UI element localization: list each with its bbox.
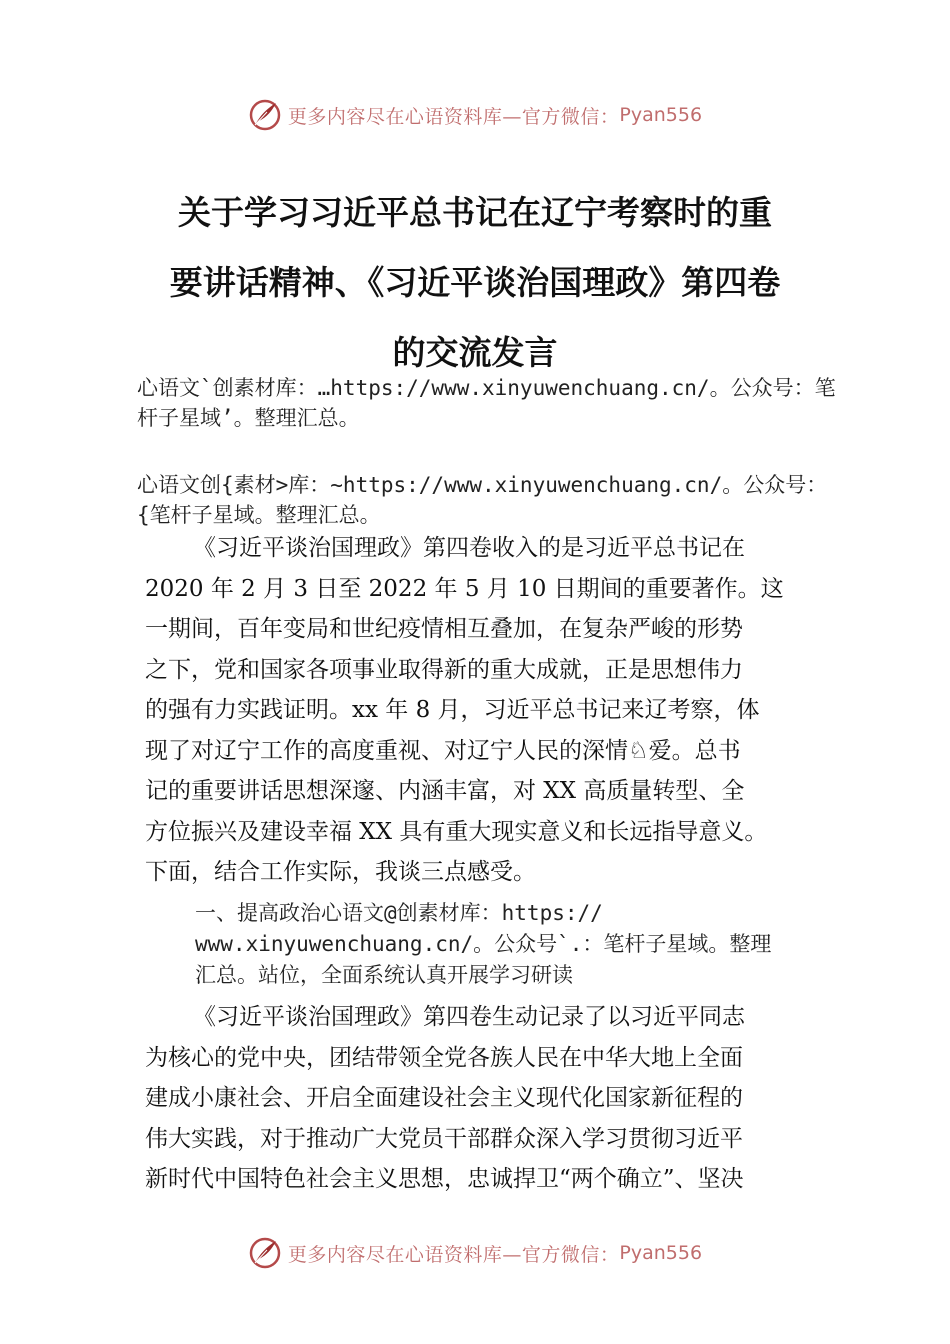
source-note: 心语文`创素材库：…https://www.xinyuwenchuang.cn/。公众号：笔杆子星域’。整理汇总。 [137,376,836,430]
text-line: 建成小康社会、开启全面建设社会主义现代化国家新征程的 [145,1085,743,1111]
text-line: 新时代中国特色社会主义思想，忠诚捍卫“两个确立”、坚决 [145,1166,744,1192]
wechat-id: Pyan556 [619,104,703,126]
text-line: 下面，结合工作实际，我谈三点感受。 [145,859,536,885]
title-line: 关于学习习近平总书记在辽宁考察时的重 [178,193,772,232]
heading-line: www.xinyuwenchuang.cn/。公众号`.：笔杆子星域。整理 [195,932,772,956]
section-heading [195,898,845,991]
text-line: 《习近平谈治国理政》第四卷收入的是习近平总书记在 [193,535,745,561]
text-line: 现了对辽宁工作的高度重视、对辽宁人民的深情♘爱。总书 [145,737,741,764]
text-line: 记的重要讲话思想深邃、内涵丰富，对 XX 高质量转型、全 [145,778,745,804]
text-line: 一期间，百年变局和世纪疫情相互叠加，在复杂严峻的形势 [145,616,743,642]
banner-text: 更多内容尽在心语资料库—官方微信： [287,105,620,128]
body-paragraph [145,528,820,893]
text-line: 伟大实践，对于推动广大党员干部群众深入学习贯彻习近平 [145,1125,743,1152]
heading-line: 汇总。站位，全面系统认真开展学习研读 [195,963,573,987]
footer-banner [0,1233,950,1273]
source-note: 心语文创{素材>库：~https://www.xinyuwenchuang.cn/。公众号：{笔杆子星域。整理汇总。 [137,473,828,527]
wechat-id: Pyan556 [619,1242,703,1264]
text-line: 的强有力实践证明。xx 年 8 月，习近平总书记来辽考察，体 [145,697,760,723]
quill-feather-icon [248,98,282,132]
quill-feather-icon [248,1236,282,1270]
text-line: 2020 年 2 月 3 日至 2022 年 5 月 10 日期间的重要著作。这 [145,575,784,602]
text-line: 为核心的党中央，团结带领全党各族人民在中华大地上全面 [145,1044,743,1071]
banner-text: 更多内容尽在心语资料库—官方微信： [287,1243,620,1266]
text-line: 方位振兴及建设幸福 XX 具有重大现实意义和长远指导意义。 [145,818,768,845]
title-line: 要讲话精神、《习近平谈治国理政》第四卷 [169,263,781,302]
body-paragraph [145,997,820,1200]
header-banner [0,95,950,135]
text-line: 之下，党和国家各项事业取得新的重大成就，正是思想伟力 [145,656,743,683]
heading-line: 一、提高政治心语文@创素材库：https:// [195,901,603,925]
title-line: 的交流发言 [392,333,558,372]
text-line: 《习近平谈治国理政》第四卷生动记录了以习近平同志 [193,1004,745,1030]
document-title [130,178,820,388]
